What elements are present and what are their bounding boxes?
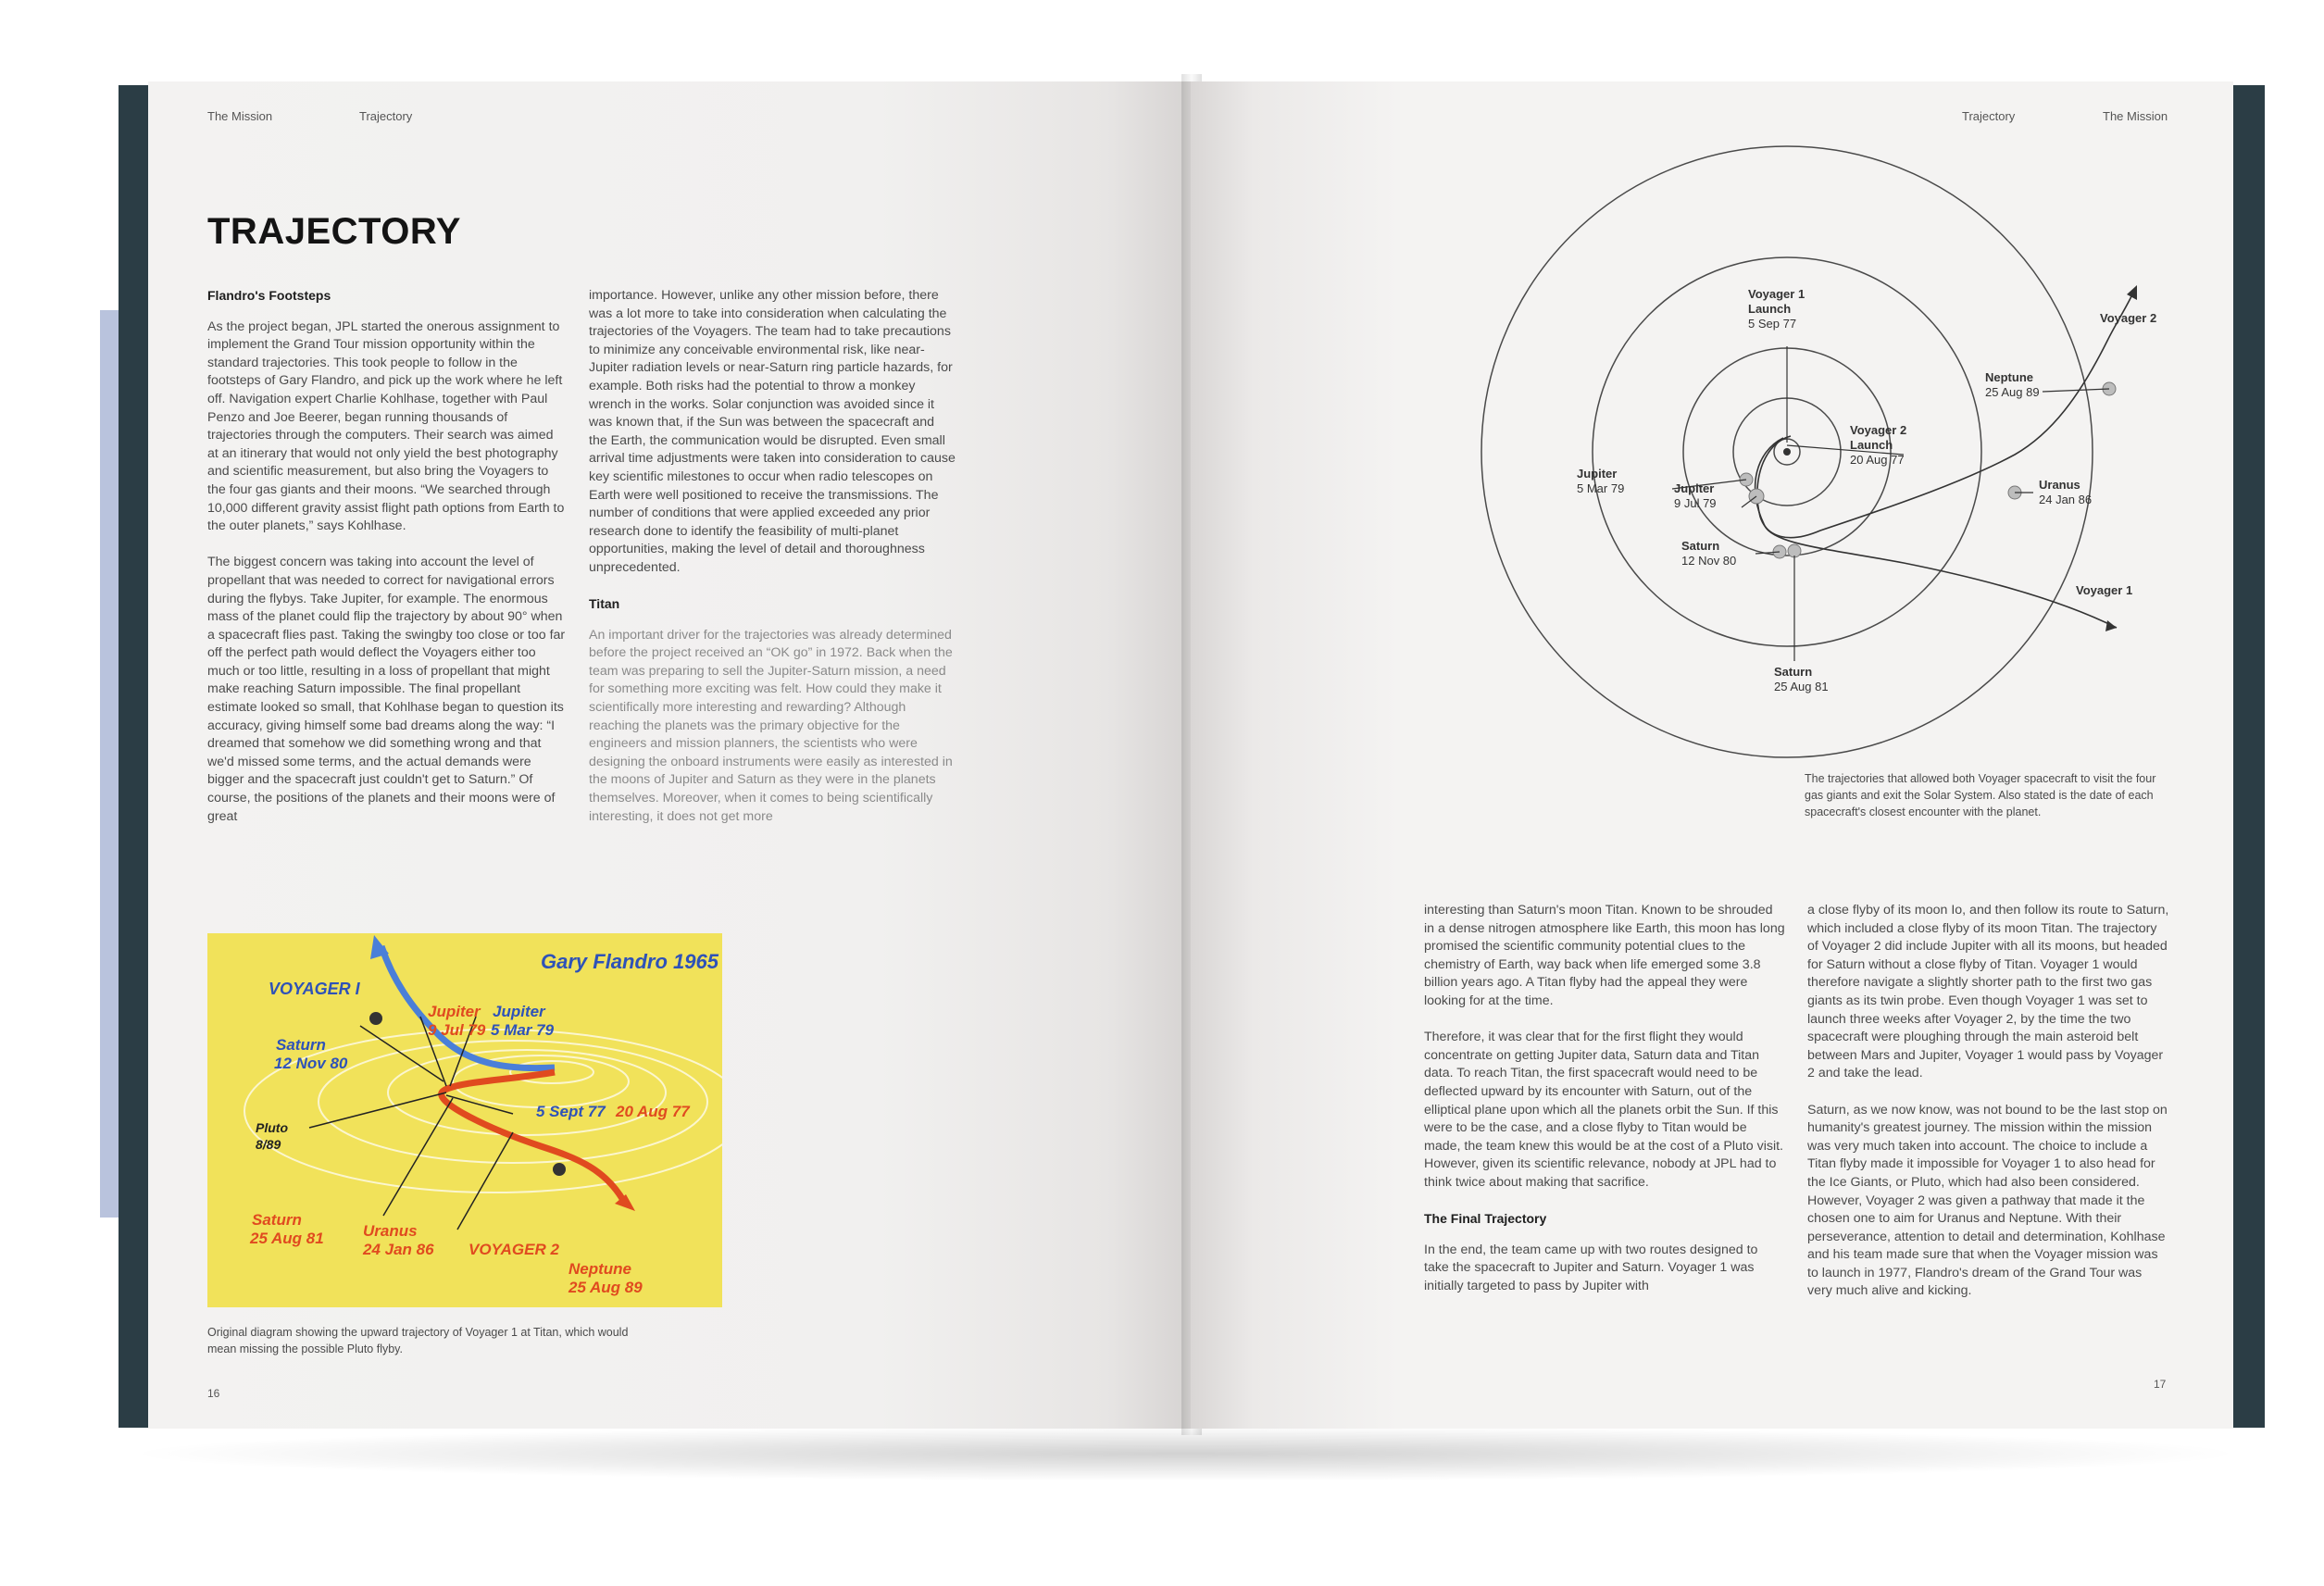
running-header-section: The Mission [207, 109, 273, 123]
label-v1-launch-date: 5 Sep 77 [1748, 317, 1797, 331]
label-v2-launch-date: 20 Aug 77 [1850, 453, 1905, 467]
leader-line [2043, 389, 2109, 392]
paragraph: The biggest concern was taking into account the level of propellant that was needed to correct for navigational errors during the flybys. Take Jupiter, for example. The enormous mass of the planet could flip the trajectory by about 90° when a spacecraft flies past. Taking the swingby too close or too far off the perfect path would deflect the Voyagers either too much or too little, resulting in a loss of propellant that might make reaching Saturn impossible. The final propellant estimate looked so small, that Kohlhase began to question its accuracy, giving himself some bad dreams along the way: “I dreamed that somehow we did something wrong and that we'd missed some terms, and the actual demands were bigger and the spacecraft just couldn't get to Saturn.” Of course, the positions of the planets and their moons were of great [207, 555, 566, 824]
paragraph: In the end, the team came up with two routes designed to take the spacecraft to Jupiter and Saturn. Voyager 1 was initially targeted to pass by Jupiter with [1424, 1242, 1758, 1293]
photo-neptune: Neptune [569, 1260, 631, 1278]
section-heading: Flandro's Footsteps [207, 288, 331, 303]
section-heading: Titan [589, 596, 620, 612]
label-uranus: Uranus [2039, 478, 2080, 492]
photo-saturn-a-date: 12 Nov 80 [274, 1055, 348, 1072]
running-header-chapter: Trajectory [359, 109, 413, 123]
label-neptune: Neptune [1985, 370, 2033, 384]
sun-icon [1783, 448, 1791, 456]
diagram-labels [1577, 287, 2156, 693]
photo-saturn-b: Saturn [252, 1211, 302, 1229]
voyager2-arrowhead [2127, 285, 2137, 300]
photo-pluto: Pluto [256, 1120, 288, 1135]
photo-jupiter-b: Jupiter [493, 1003, 545, 1020]
photo-voyager1-label: VOYAGER I [269, 980, 360, 998]
label-v1-launch-2: Launch [1748, 302, 1792, 316]
paragraph: Therefore, it was clear that for the first flight they would concentrate on getting Jupiter data, Saturn data and Titan data. To reach Titan, the first spacecraft would need to be deflected upward by its encounter with Saturn, out of the elliptical plane upon which all the planets orbit the Sun. If this were to be the case, and a close flyby to Titan would be made, the team knew this would be at the cost of a Pluto visit. However, given its scientific relevance, nobody at JPL had to think twice about making that sacrifice. [1424, 1030, 1783, 1190]
photo-title: Gary Flandro 1965 [541, 950, 718, 973]
right-column-1 [1424, 902, 1785, 1314]
flandro-diagram-photo [207, 933, 722, 1307]
voyager2-craft-icon [553, 1163, 566, 1176]
trajectory-diagram [1468, 137, 2191, 804]
photo-jupiter-a-date: 9 Jul 79 [428, 1021, 486, 1039]
photo-uranus-date: 24 Jan 86 [363, 1241, 434, 1258]
photo-jupiter-a: Jupiter [428, 1003, 481, 1020]
paragraph: As the project began, JPL started the onerous assignment to implement the Grand Tour mission opportunity within the standard trajectories. This took people to follow in the footsteps of Gary Flandro, and pick up the work where he left off. Navigation expert Charlie Kohlhase, together with Paul Penzo and Joe Beerer, began running thousands of trajectories through the computers. Their search was aimed at an itinerary that would not only yield the best photography and scientific measurement, but also bring the Voyagers to the four gas giants and their moons. “We searched through 10,000 different gravity assist flight path options from Earth to the outer planets,” says Kohlhase. [207, 318, 565, 534]
photo-aug-label: 20 Aug 77 [616, 1103, 690, 1120]
label-jupiter2: Jupiter [1674, 481, 1715, 495]
label-saturn1: Saturn [1681, 539, 1720, 553]
diagram-caption: The trajectories that allowed both Voyager spacecraft to visit the four gas giants and exit the Solar System. Also stated is the date of each spacecraft's closest encounter with the planet. [1805, 772, 2156, 818]
label-voyager2-out: Voyager 2 [2100, 311, 2157, 325]
photo-uranus: Uranus [363, 1222, 418, 1240]
left-page [148, 81, 1191, 1429]
photo-saturn-a: Saturn [276, 1036, 326, 1054]
label-neptune-date: 25 Aug 89 [1985, 385, 2040, 399]
voyager1-trajectory [1755, 438, 2117, 628]
left-column-2 [589, 287, 956, 844]
photo-saturn-b-date: 25 Aug 81 [250, 1230, 324, 1247]
right-page [1191, 81, 2233, 1429]
label-voyager1-out: Voyager 1 [2076, 583, 2133, 597]
voyager1-arrowhead [2105, 620, 2117, 631]
page-number: 17 [2154, 1378, 2167, 1391]
photo-voyager2-label: VOYAGER 2 [469, 1241, 559, 1258]
label-v2-launch-2: Launch [1850, 438, 1893, 452]
page-title: TRAJECTORY [207, 211, 461, 252]
paragraph: An important driver for the trajectories was already determined before the project received an “OK go” in 1972. Back when the team was preparing to sell the Jupiter-Saturn mission, a need for something more exciting was felt. How could they make it scientifically more interesting and rewarding? Although reaching the planets was the primary objective for the engineers and mission planners, the scientists who were designing the onboard instruments were easily as interested in the moons of Jupiter and Saturn as they were in the planets themselves. Moreover, when it comes to being scientifically interesting, it does not get more [589, 627, 953, 824]
label-saturn1-date: 12 Nov 80 [1681, 554, 1737, 568]
saturn2-marker [1788, 544, 1801, 557]
label-v1-launch: Voyager 1 [1748, 287, 1805, 301]
photo-jupiter-b-date: 5 Mar 79 [491, 1021, 555, 1039]
label-uranus-date: 24 Jan 86 [2039, 493, 2093, 506]
paragraph: interesting than Saturn's moon Titan. Known to be shrouded in a dense nitrogen atmosphere like Earth, this moon has long promised the scientific community potential clues to the chemistry of Earth, way back when life emerged some 3.8 billion years ago. A Titan flyby had the appeal they were looking for at the time. [1424, 903, 1785, 1008]
running-header-section: The Mission [2103, 109, 2168, 123]
label-jupiter1: Jupiter [1577, 467, 1618, 481]
running-header-chapter: Trajectory [1962, 109, 2016, 123]
flandro-diagram [207, 933, 722, 1307]
photo-sept-label: 5 Sept 77 [536, 1103, 606, 1120]
label-saturn2-date: 25 Aug 81 [1774, 680, 1829, 693]
paragraph: a close flyby of its moon Io, and then follow its route to Saturn, which included a close flyby of its moon Titan. The trajectory of Voyager 2 did include Jupiter with all its moons, but headed for Saturn without a close flyby of Titan. Voyager 1 would therefore navigate a slightly shorter path to the first two gas giants as its twin probe. Even though Voyager 1 was set to launch three weeks after Voyager 2, by the time the two spacecraft were ploughing through the main asteroid belt between Mars and Jupiter, Voyager 1 would pass by Voyager 2 and take the lead. [1807, 903, 2169, 1081]
section-heading: The Final Trajectory [1424, 1211, 1547, 1227]
voyager1-craft-icon [369, 1012, 382, 1025]
photo-neptune-date: 25 Aug 89 [569, 1279, 643, 1296]
label-jupiter1-date: 5 Mar 79 [1577, 481, 1625, 495]
left-column-1 [207, 287, 567, 844]
label-jupiter2-date: 9 Jul 79 [1674, 496, 1717, 510]
paragraph: importance. However, unlike any other mission before, there was a lot more to take into consideration when calculating the trajectories of the Voyagers. The team had to take precautions to minimize any conceivable environmental risk, like near-Jupiter radiation levels or near-Saturn ring particle hazards, for example. Both risks had the potential to throw a monkey wrench in the works. Solar conjunction was avoided since it was known that, if the Sun was between the spacecraft and the Earth, the communication would be disrupted. Even small arrival time adjustments were taken into consideration to cause key scientific milestones to occur when radio telescopes on Earth were well positioned to receive the transmissions. The number of conditions that were applied exceeded any prior research done to identify the feasibility of multi-planet opportunities, making the level of detail and thoroughness unprecedented. [589, 288, 956, 575]
paragraph: Saturn, as we now know, was not bound to be the last stop on humanity's greatest journey. The mission within the mission was very much taken into account. The choice to include a Titan flyby made it impossible for Voyager 1 to also head for the Ice Giants, or Pluto, which had also been considered. However, Voyager 2 was given a pathway that made it the chosen one to aim for Uranus and Neptune. With their perseverance, attention to detail and determination, Kohlhase and his team made sure that when the Voyager mission was to launch in 1977, Flandro's dream of the Grand Tour was very much alive and kicking. [1807, 1102, 2168, 1299]
right-column-2 [1807, 902, 2170, 1319]
photo-caption: Original diagram showing the upward trajectory of Voyager 1 at Titan, which would mean missing the possible Pluto flyby. [207, 1326, 629, 1355]
label-v2-launch: Voyager 2 [1850, 423, 1907, 437]
photo-pluto-date: 8/89 [256, 1137, 281, 1152]
label-saturn2: Saturn [1774, 665, 1813, 679]
planet-markers [1740, 382, 2116, 558]
page-number: 16 [207, 1387, 220, 1400]
